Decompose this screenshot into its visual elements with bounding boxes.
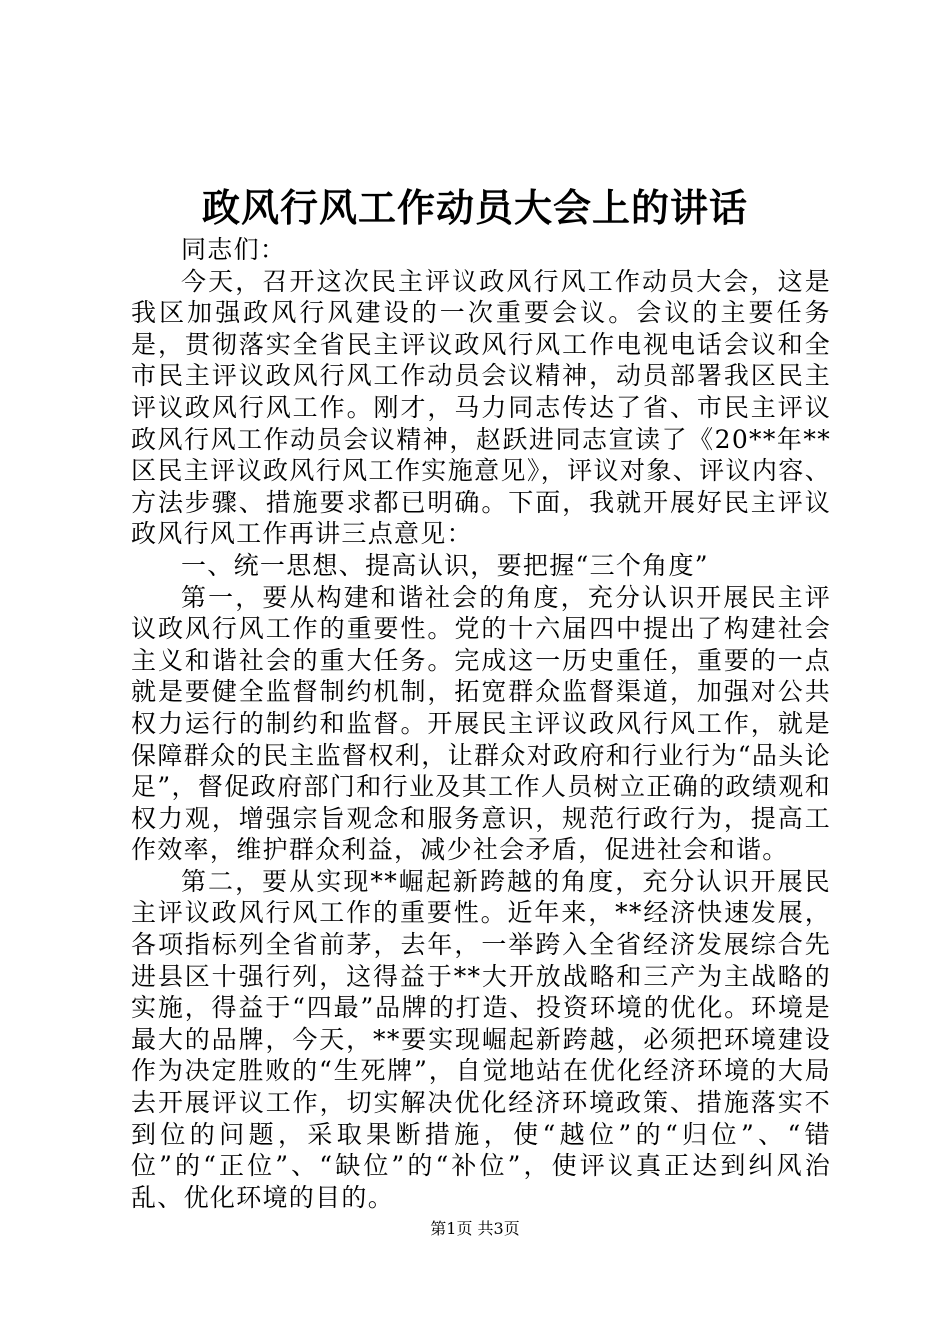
- page-number-footer: 第1页 共3页: [430, 1219, 520, 1238]
- section-heading-1: 一、统一思想、提高认识，要把握“三个角度”: [181, 550, 709, 580]
- document-body: [131, 234, 831, 1213]
- document-title: 政风行风工作动员大会上的讲话: [201, 185, 748, 230]
- paragraph-intro: 今天，召开这次民主评议政风行风工作动员大会，这是我区加强政风行风建设的一次重要会议。会议的主要任务是，贯彻落实全省民主评议政风行风工作电视电话会议和全市民主评议政风行风工作动员会议精神，动员部署我区民主评议政风行风工作。刚才，马力同志传达了省、市民主评议政风行风工作动员会议精神，赵跃进同志宣读了《20**年**区民主评议政风行风工作实施意见》，评议对象、评议内容、方法步骤、措施要求都已明确。下面，我就开展好民主评议政风行风工作再讲三点意见：: [131, 266, 831, 549]
- salutation: 同志们：: [181, 235, 287, 264]
- paragraph-second: 第二，要从实现**崛起新跨越的角度，充分认识开展民主评议政风行风工作的重要性。近年来，**经济快速发展，各项指标列全省前茅，去年，一举跨入全省经济发展综合先进县区十强行列，这得益于**大开放战略和三产为主战略的实施，得益于“四最”品牌的打造、投资环境的优化。环境是最大的品牌，今天，**要实现崛起新跨越，必须把环境建设作为决定胜败的“生死牌”，自觉地站在优化经济环境的大局去开展评议工作，切实解决优化经济环境政策、措施落实不到位的问题，采取果断措施，使“越位”的“归位”、“错位”的“正位”、“缺位”的“补位”，使评议真正达到纠风治乱、优化环境的目的。: [131, 866, 831, 1212]
- paragraph-first: 第一，要从构建和谐社会的角度，充分认识开展民主评议政风行风工作的重要性。党的十六届四中提出了构建社会主义和谐社会的重大任务。完成这一历史重任，重要的一点就是要健全监督制约机制，拓宽群众监督渠道，加强对公共权力运行的制约和监督。开展民主评议政风行风工作，就是保障群众的民主监督权利，让群众对政府和行业行为“品头论足”，督促政府部门和行业及其工作人员树立正确的政绩观和权力观，增强宗旨观念和服务意识，规范行政行为，提高工作效率，维护群众利益，减少社会矛盾，促进社会和谐。: [131, 582, 831, 865]
